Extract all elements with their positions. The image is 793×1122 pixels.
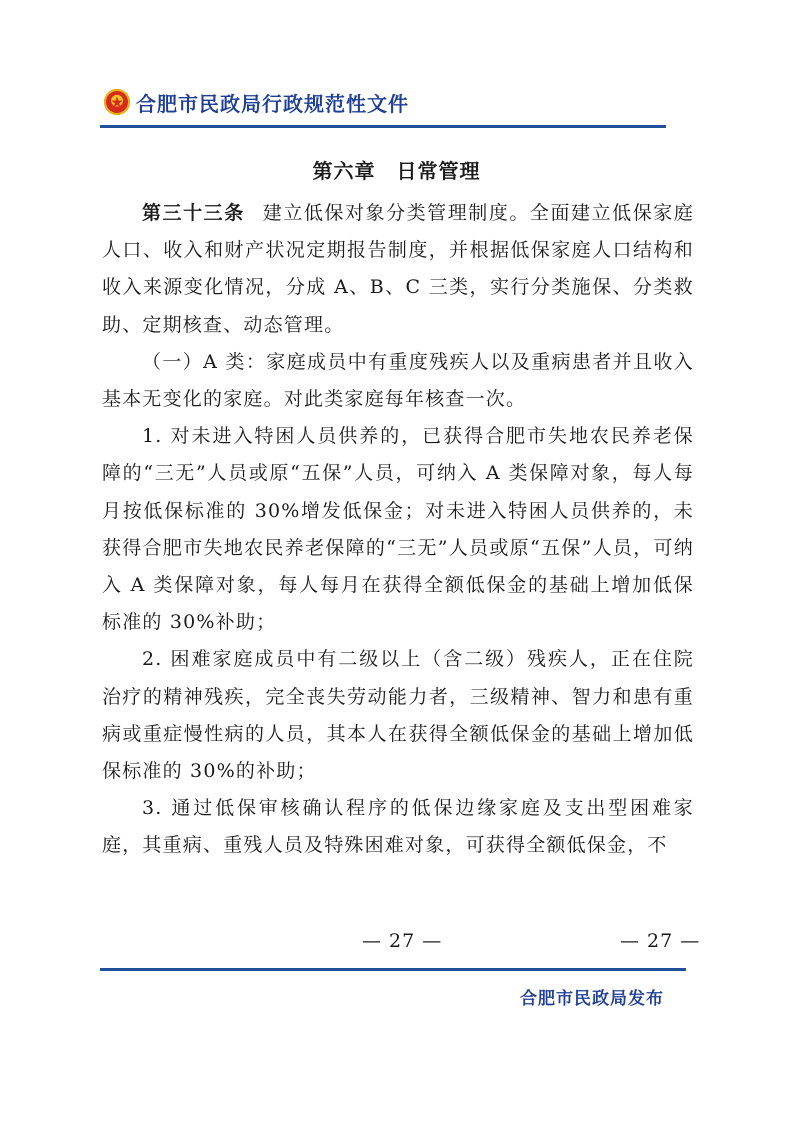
publisher: 合肥市民政局发布 — [520, 989, 664, 1009]
document-body — [102, 195, 694, 865]
document-header — [104, 84, 409, 120]
page-number-center: — 27 — — [362, 930, 443, 952]
header-divider — [100, 125, 666, 128]
header-title: 合肥市民政局行政规范性文件 — [136, 91, 409, 116]
page-number-right: — 27 — — [620, 930, 701, 952]
chapter-title: 第六章 日常管理 — [312, 159, 481, 183]
paragraph-1: （一）A 类：家庭成员中有重度残疾人以及重病患者并且收入基本无变化的家庭。对此类家庭每年核查一次。 — [102, 350, 694, 411]
footer-divider — [100, 968, 686, 971]
paragraph-2: 1. 对未进入特困人员供养的，已获得合肥市失地农民养老保障的“三无”人员或原“五保”人员，可纳入 A 类保障对象，每人每月按低保标准的 30%增发低保金；对未进入特困人员供养的，未获得合肥市失地农民养老保障的“三无”人员或原“五保”人员，可纳入 A 类保障对象，每人每月在获得全额低保金的基础上增加低保标准的 30%补助； — [102, 425, 694, 634]
article-text: 建立低保对象分类管理制度。全面建立低保家庭人口、收入和财产状况定期报告制度，并根据低保家庭人口结构和收入来源变化情况，分成 A、B、C 三类，实行分类施保、分类救助、定期核查、动态管理。 — [102, 202, 694, 336]
paragraph-4: 3. 通过低保审核确认程序的低保边缘家庭及支出型困难家庭，其重病、重残人员及特殊困难对象，可获得全额低保金，不 — [102, 797, 694, 857]
paragraph-3: 2. 困难家庭成员中有二级以上（含二级）残疾人，正在住院治疗的精神残疾，完全丧失劳动能力者，三级精神、智力和患有重病或重症慢性病的人员，其本人在获得全额低保金的基础上增加低保标准的 30%的补助； — [102, 648, 694, 783]
article-label: 第三十三条 — [142, 202, 245, 224]
national-emblem-icon — [104, 89, 130, 115]
article-paragraph — [102, 195, 694, 344]
